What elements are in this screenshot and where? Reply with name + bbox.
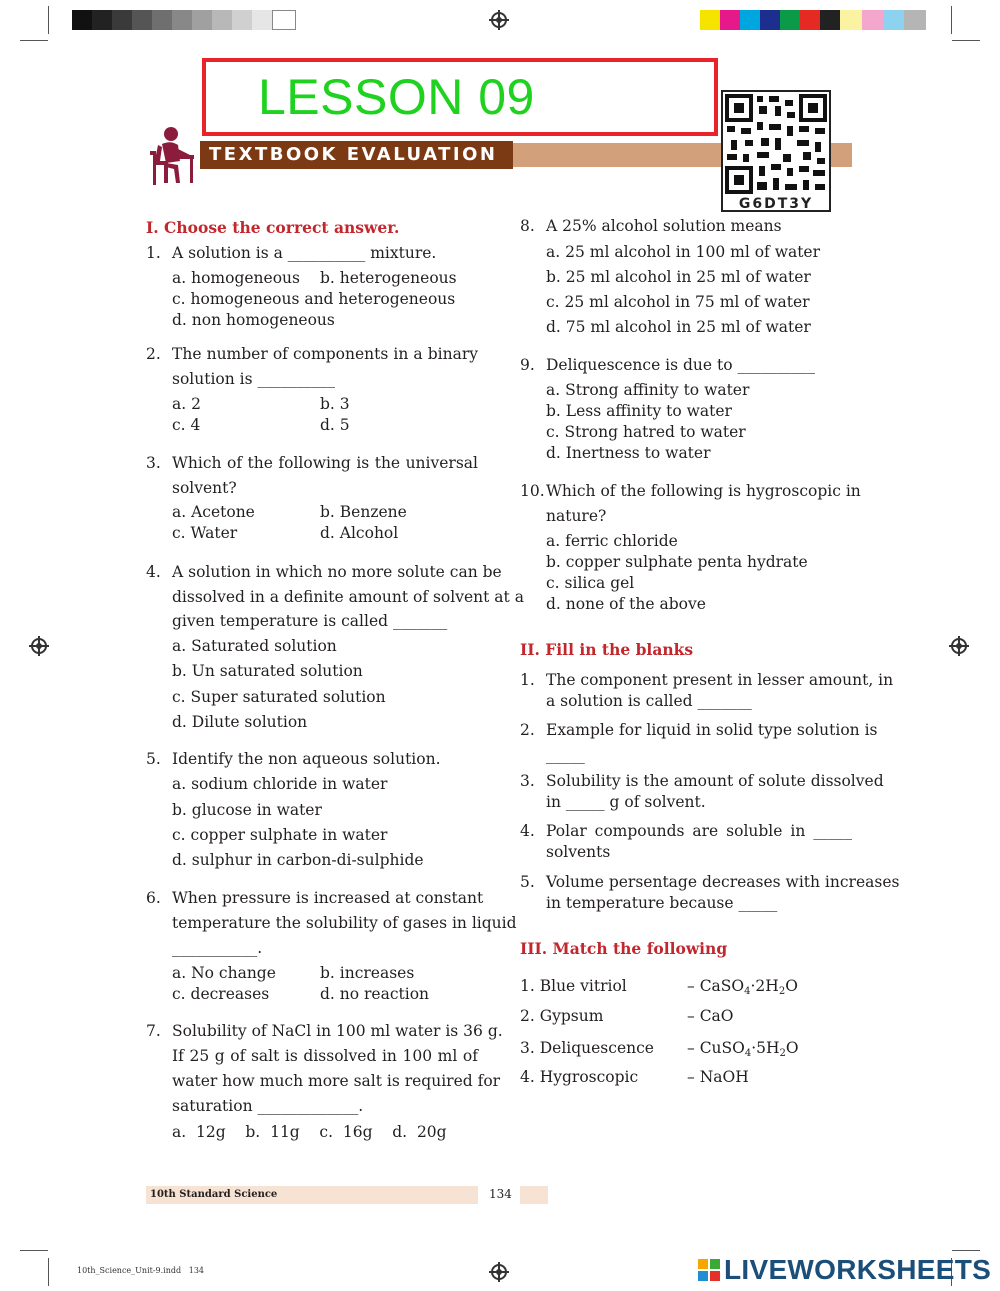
question-number: 1. — [146, 244, 161, 262]
student-reading-icon — [144, 125, 196, 187]
question-text: given temperature is called _______ — [172, 612, 448, 630]
question-number: 7. — [146, 1022, 161, 1040]
blank-field[interactable]: _____ — [546, 746, 585, 764]
question-text: solvents — [546, 843, 611, 861]
option-d[interactable]: d. Alcohol — [320, 524, 399, 542]
question-number: 5. — [520, 873, 535, 891]
option-c[interactable]: c. 4 — [172, 416, 201, 434]
option-b[interactable]: b. Un saturated solution — [172, 662, 363, 680]
option-d[interactable]: d. non homogeneous — [172, 311, 335, 329]
question-number: 10. — [520, 482, 545, 500]
qr-code-icon — [723, 92, 829, 196]
option-d[interactable]: d. none of the above — [546, 595, 706, 613]
lesson-title-box — [202, 58, 718, 136]
question-text: A 25% alcohol solution means — [546, 217, 782, 235]
question-text: Which of the following is the universal — [172, 454, 478, 472]
question-text: Example for liquid in solid type solution is — [546, 721, 878, 739]
page-number: 134 — [489, 1187, 512, 1201]
option-c[interactable]: c. Water — [172, 524, 238, 542]
option-a[interactable]: a. No change — [172, 964, 276, 982]
question-text: temperature the solubility of gases in liquid — [172, 914, 517, 932]
file-slug: 10th_Science_Unit-9.indd 134 — [77, 1266, 205, 1275]
section-banner-title: TEXTBOOK EVALUATION — [209, 144, 498, 165]
question-text: Solubility of NaCl in 100 ml water is 36 g. — [172, 1022, 503, 1040]
section-heading-choose: I. Choose the correct answer. — [146, 218, 400, 237]
logo-grid-icon — [698, 1259, 720, 1281]
question-text: Which of the following is hygroscopic in — [546, 482, 861, 500]
blank-field[interactable]: a solution is called _______ — [546, 692, 752, 710]
blank-field[interactable]: in temperature because _____ — [546, 894, 778, 912]
question-text: Solubility is the amount of solute dissolved — [546, 772, 884, 790]
option-a[interactable]: a. Acetone — [172, 503, 255, 521]
option-b[interactable]: b. Less affinity to water — [546, 402, 732, 420]
option-b[interactable]: b. 3 — [320, 395, 350, 413]
option-b[interactable]: b. 25 ml alcohol in 25 ml of water — [546, 268, 811, 286]
option-a[interactable]: a. ferric chloride — [546, 532, 678, 550]
question-text: If 25 g of salt is dissolved in 100 ml of — [172, 1047, 478, 1065]
question-text: water how much more salt is required for — [172, 1072, 501, 1090]
logo-wordmark: LIVEWORKSHEETS — [724, 1254, 992, 1285]
question-text: nature? — [546, 507, 607, 525]
question-number: 3. — [146, 454, 161, 472]
question-text: Deliquescence is due to __________ — [546, 356, 815, 374]
qr-code-label: G6DT3Y — [738, 196, 814, 212]
answer-options[interactable]: a. 12g b. 11g c. 16g d. 20g — [172, 1123, 447, 1141]
match-term: 2. Gypsum — [520, 1007, 604, 1025]
question-text: dissolved in a definite amount of solvent at a — [172, 588, 524, 606]
question-number: 8. — [520, 217, 535, 235]
question-number: 2. — [146, 345, 161, 363]
match-term: 3. Deliquescence — [520, 1039, 654, 1057]
registration-mark-icon — [951, 638, 967, 654]
footer-band — [520, 1186, 548, 1204]
section-heading-fill-blanks: II. Fill in the blanks — [520, 640, 694, 659]
footer-standard: 10th Standard Science — [150, 1189, 278, 1200]
registration-mark-icon — [491, 1264, 507, 1280]
question-text: saturation _____________. — [172, 1097, 364, 1115]
option-b[interactable]: b. increases — [320, 964, 415, 982]
match-formula: – $CuSO_4\cdot 5H_2O$ — [687, 1039, 799, 1059]
option-c[interactable]: c. Strong hatred to water — [546, 423, 746, 441]
option-a[interactable]: a. 25 ml alcohol in 100 ml of water — [546, 243, 821, 261]
option-c[interactable]: c. 25 ml alcohol in 75 ml of water — [546, 293, 810, 311]
option-a[interactable]: a. Saturated solution — [172, 637, 337, 655]
option-d[interactable]: d. no reaction — [320, 985, 430, 1003]
option-d[interactable]: d. Inertness to water — [546, 444, 711, 462]
option-c[interactable]: c. silica gel — [546, 574, 635, 592]
match-formula: – $CaSO_4\cdot 2H_2O$ — [687, 977, 798, 997]
section-heading-match: III. Match the following — [520, 939, 728, 958]
question-text: Identify the non aqueous solution. — [172, 750, 441, 768]
option-a[interactable]: a. homogeneous — [172, 269, 300, 287]
option-a[interactable]: a. Strong affinity to water — [546, 381, 750, 399]
question-number: 3. — [520, 772, 535, 790]
option-b[interactable]: b. glucose in water — [172, 801, 322, 819]
question-text: A solution is a __________ mixture. — [172, 244, 437, 262]
option-b[interactable]: b. Benzene — [320, 503, 407, 521]
option-d[interactable]: d. Dilute solution — [172, 713, 308, 731]
question-number: 2. — [520, 721, 535, 739]
question-number: 4. — [146, 563, 161, 581]
option-c[interactable]: c. copper sulphate in water — [172, 826, 388, 844]
question-text: The component present in lesser amount, in — [546, 671, 894, 689]
option-c[interactable]: c. homogeneous and heterogeneous — [172, 290, 456, 308]
lesson-title: LESSON 09 — [258, 69, 535, 125]
option-b[interactable]: b. copper sulphate penta hydrate — [546, 553, 808, 571]
question-number: 6. — [146, 889, 161, 907]
question-text: Volume persentage decreases with increases — [546, 873, 900, 891]
option-d[interactable]: d. 5 — [320, 416, 350, 434]
option-b[interactable]: b. heterogeneous — [320, 269, 457, 287]
question-number: 5. — [146, 750, 161, 768]
option-d[interactable]: d. 75 ml alcohol in 25 ml of water — [546, 318, 811, 336]
match-term: 4. Hygroscopic — [520, 1068, 639, 1086]
question-text: A solution in which no more solute can be — [172, 563, 502, 581]
question-number: 1. — [520, 671, 535, 689]
registration-mark-icon — [491, 12, 507, 28]
registration-mark-icon — [31, 638, 47, 654]
blank-field[interactable]: in _____ g of solvent. — [546, 793, 706, 811]
match-term: 1. Blue vitriol — [520, 977, 627, 995]
question-text: ___________. — [172, 939, 263, 957]
match-formula: – NaOH — [687, 1068, 749, 1086]
question-number: 9. — [520, 356, 535, 374]
match-formula: – CaO — [687, 1007, 734, 1025]
question-text: solution is __________ — [172, 370, 335, 388]
qr-code[interactable] — [721, 90, 831, 212]
option-a[interactable]: a. sodium chloride in water — [172, 775, 388, 793]
option-c[interactable]: c. decreases — [172, 985, 270, 1003]
option-d[interactable]: d. sulphur in carbon-di-sulphide — [172, 851, 424, 869]
question-text: solvent? — [172, 479, 237, 497]
option-a[interactable]: a. 2 — [172, 395, 201, 413]
question-text: When pressure is increased at constant — [172, 889, 484, 907]
question-text[interactable]: Polar compounds are soluble in _____ — [546, 822, 852, 840]
question-number: 4. — [520, 822, 535, 840]
question-text: The number of components in a binary — [172, 345, 478, 363]
option-c[interactable]: c. Super saturated solution — [172, 688, 386, 706]
